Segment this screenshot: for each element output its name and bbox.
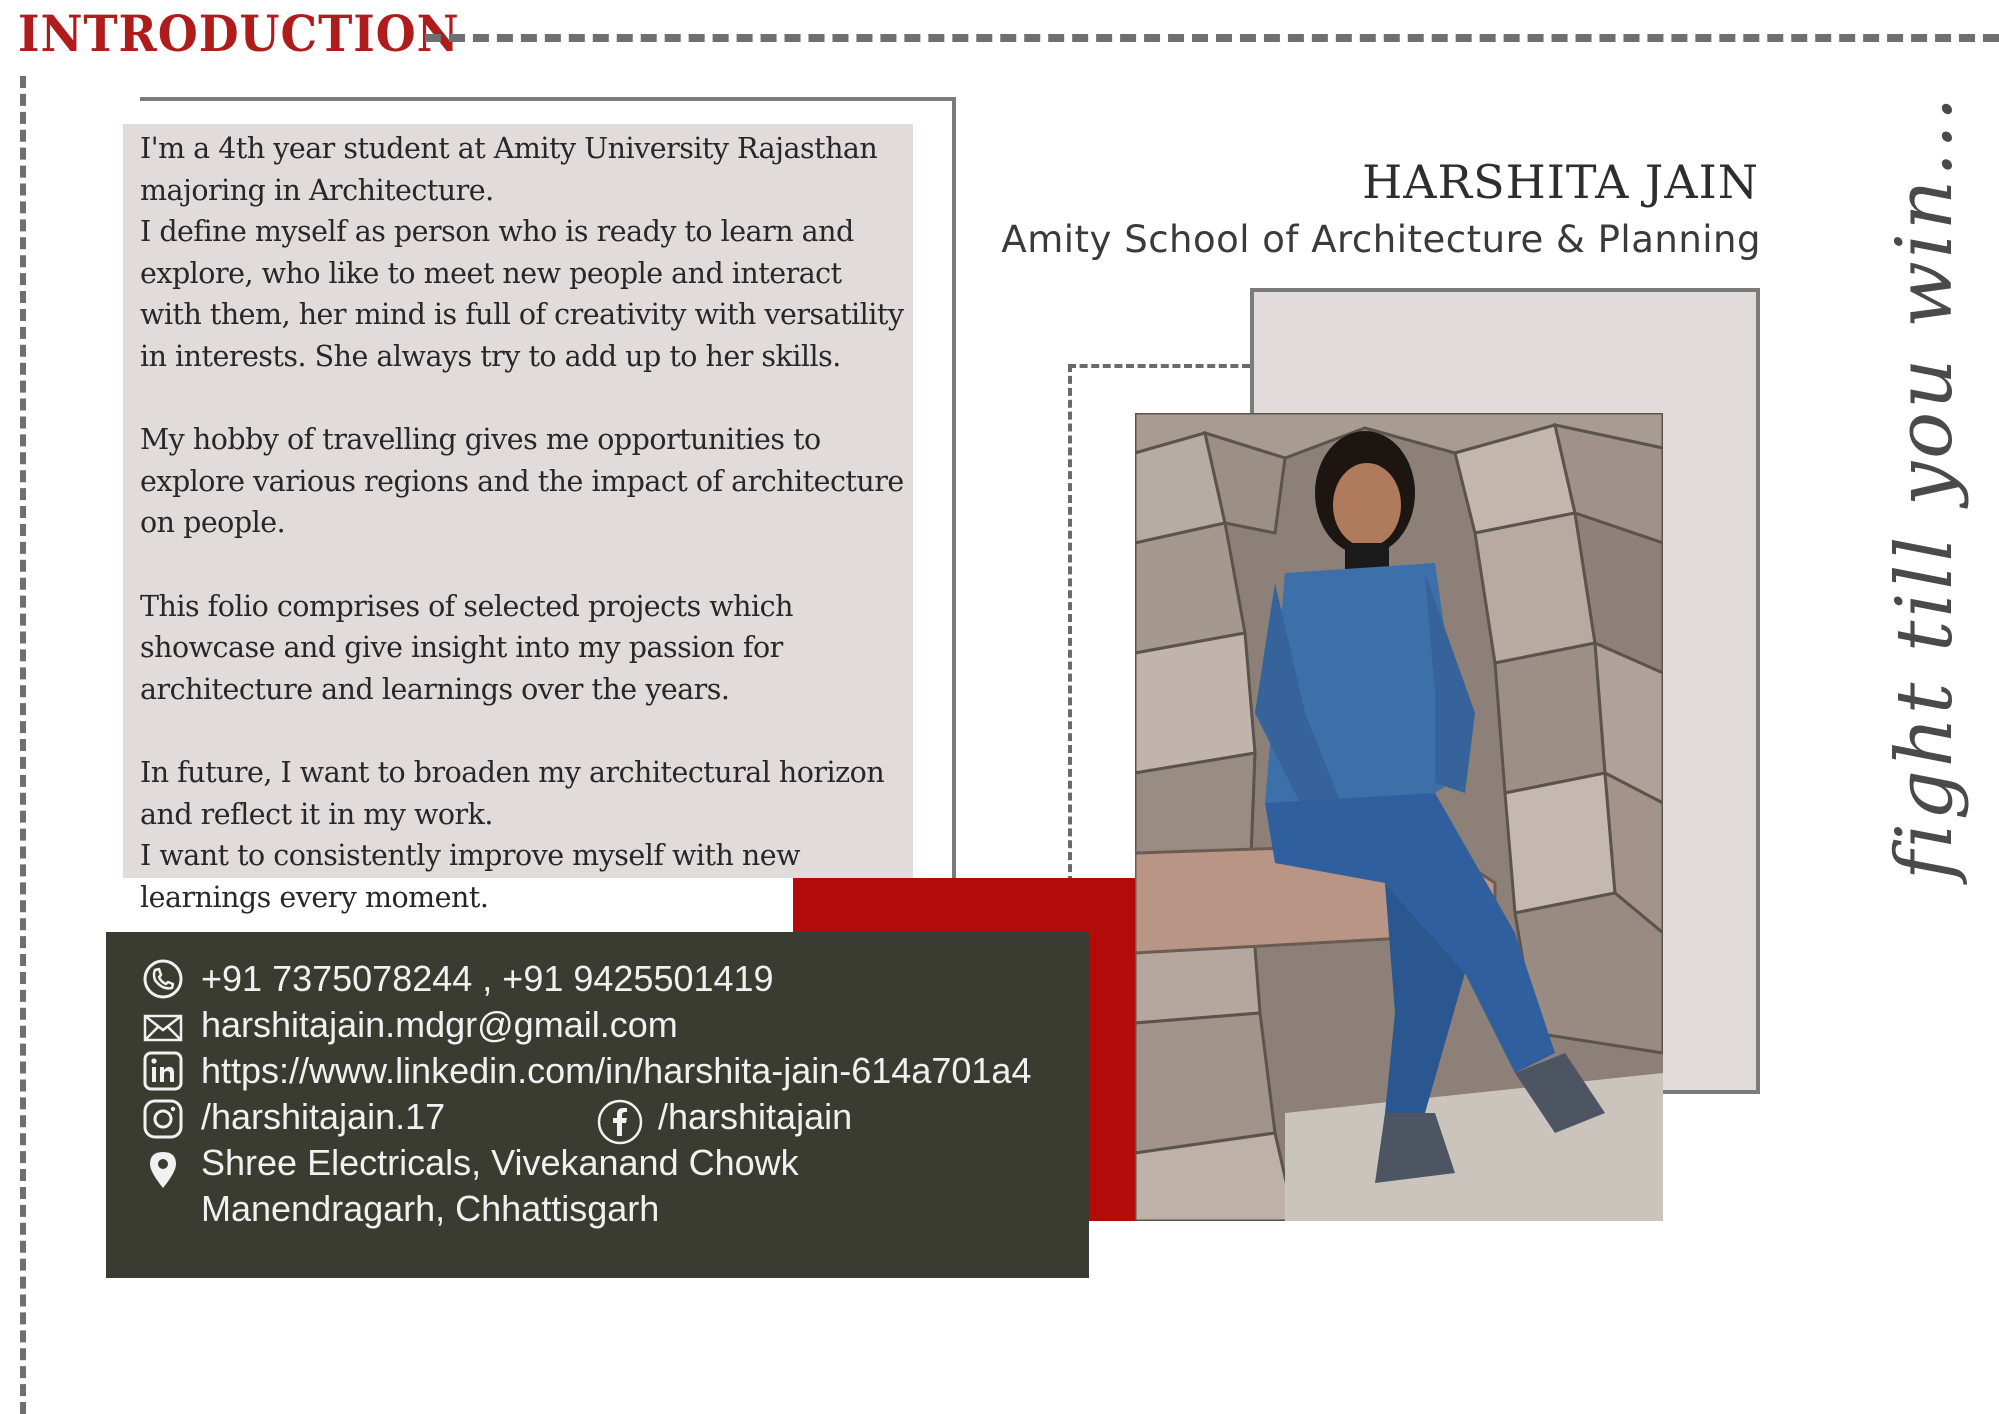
profile-name: HARSHITA JAIN [1362, 155, 1759, 209]
page-heading: INTRODUCTION [18, 4, 460, 63]
profile-school: Amity School of Architecture & Planning [1001, 218, 1761, 261]
contact-email[interactable]: harshitajain.mdgr@gmail.com [201, 1004, 678, 1045]
contact-instagram[interactable]: /harshitajain.17 [201, 1096, 446, 1137]
facebook-icon [596, 1098, 644, 1146]
profile-photo-illustration [1135, 413, 1663, 1221]
contact-panel [106, 932, 1089, 1278]
phone-icon [142, 958, 184, 1000]
profile-photo [1135, 413, 1663, 1221]
contact-facebook[interactable]: /harshitajain [658, 1096, 853, 1137]
contact-linkedin[interactable]: https://www.linkedin.com/in/harshita-jain-614a701a4 [201, 1050, 1032, 1091]
top-dashed-rule [425, 34, 1999, 42]
tagline-text: fight till you win... [1880, 93, 1970, 880]
intro-text: I'm a 4th year student at Amity University Rajasthan majoring in Architecture. I define myself as person who is ready to learn and explore, who like to meet new people and interact with them, her mind is full of creativity with versatility in interests. She always try to add up to her skills. My hobby of travelling gives me opportunities to explore various regions and the impact of architecture on people. This folio comprises of selected projects which showcase and give insight into my passion for architecture and learnings over the years. In future, I want to broaden my architectural horizon and reflect it in my work. I want to consistently improve myself with new learnings every moment. [140, 132, 904, 914]
location-pin-icon [142, 1148, 184, 1190]
left-dashed-rule [20, 76, 26, 1414]
linkedin-icon [142, 1050, 184, 1092]
contact-address-line2: Manendragarh, Chhattisgarh [201, 1188, 660, 1229]
mail-icon [142, 1006, 184, 1048]
instagram-icon [142, 1098, 184, 1140]
contact-phone[interactable]: +91 7375078244 , +91 9425501419 [201, 958, 774, 999]
contact-address-line1: Shree Electricals, Vivekanand Chowk [201, 1142, 799, 1183]
